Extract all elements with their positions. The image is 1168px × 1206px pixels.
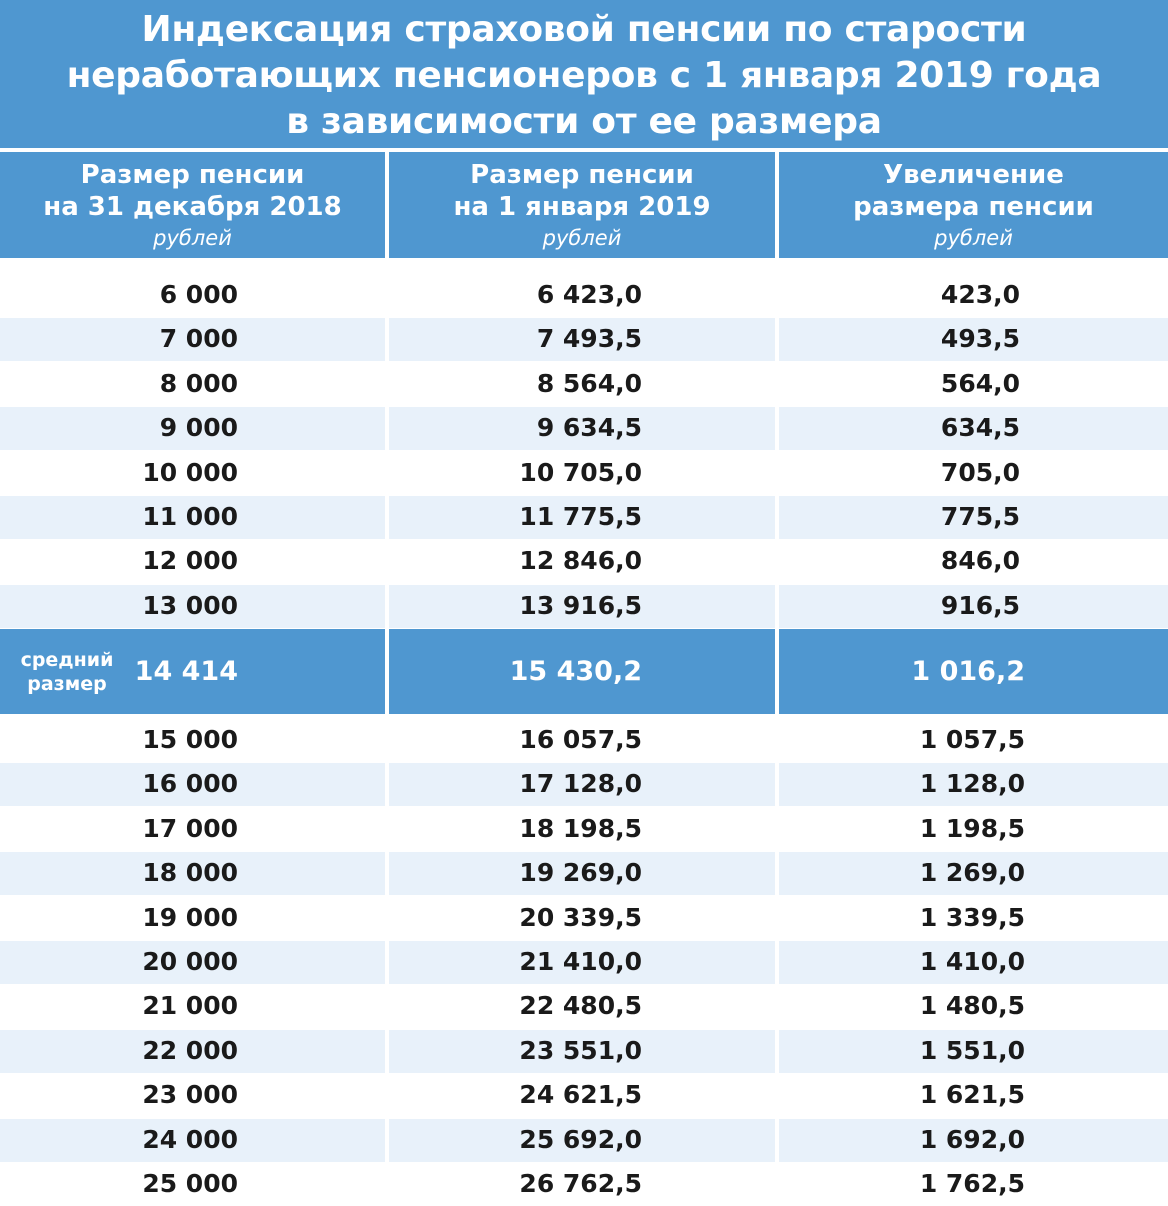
value-after: 21 410,0 (519, 947, 642, 976)
value-before: 9 000 (159, 413, 238, 443)
value-before: 15 000 (142, 725, 238, 754)
value-before: 21 000 (142, 991, 238, 1021)
average-row (0, 629, 1168, 714)
value-before: 24 000 (142, 1124, 238, 1154)
value-after: 6 423,0 (536, 280, 642, 309)
average-value-after: 15 430,2 (509, 656, 642, 687)
value-before: 8 000 (159, 368, 238, 398)
value-increase: 493,5 (940, 324, 1020, 354)
table-row (0, 362, 1168, 406)
value-increase: 1 198,5 (919, 813, 1025, 843)
value-before: 19 000 (142, 902, 238, 932)
title-line-3: в зависимости от ее размера (286, 101, 882, 142)
value-after: 25 692,0 (519, 1124, 642, 1154)
value-increase: 1 057,5 (919, 725, 1025, 754)
average-value-increase: 1 016,2 (911, 656, 1025, 687)
value-after: 20 339,5 (519, 902, 642, 932)
value-after: 10 705,0 (519, 457, 642, 487)
value-increase: 1 551,0 (919, 1035, 1025, 1065)
table-row (0, 495, 1168, 539)
table-row (0, 807, 1168, 851)
column-header-after-line-2: на 1 января 2019 (453, 192, 711, 222)
value-before: 13 000 (142, 590, 238, 620)
value-increase: 634,5 (940, 413, 1020, 443)
value-before: 11 000 (142, 502, 238, 531)
value-increase: 1 339,5 (919, 902, 1025, 932)
value-increase: 1 480,5 (919, 991, 1025, 1021)
value-after: 12 846,0 (519, 546, 642, 576)
value-after: 22 480,5 (519, 991, 642, 1021)
value-increase: 1 410,0 (919, 947, 1025, 976)
value-before: 25 000 (142, 1169, 238, 1198)
value-after: 11 775,5 (519, 502, 642, 531)
value-after: 17 128,0 (519, 769, 642, 799)
table-row (0, 1118, 1168, 1162)
value-increase: 1 621,5 (919, 1080, 1025, 1110)
table-row (0, 584, 1168, 628)
value-before: 18 000 (142, 858, 238, 888)
value-before: 20 000 (142, 947, 238, 976)
table-row (0, 762, 1168, 806)
value-increase: 1 128,0 (919, 769, 1025, 799)
value-after: 7 493,5 (536, 324, 642, 354)
table-row (0, 539, 1168, 583)
table-row (0, 851, 1168, 895)
table-row (0, 1073, 1168, 1117)
table-row (0, 1162, 1168, 1206)
value-increase: 564,0 (940, 368, 1020, 398)
value-before: 10 000 (142, 457, 238, 487)
value-after: 13 916,5 (519, 590, 642, 620)
title-line-1: Индексация страховой пенсии по старости (141, 9, 1027, 50)
value-increase: 916,5 (940, 590, 1020, 620)
table-title (0, 0, 1168, 148)
value-after: 23 551,0 (519, 1035, 642, 1065)
value-before: 23 000 (142, 1080, 238, 1110)
value-after: 24 621,5 (519, 1080, 642, 1110)
table-row (0, 718, 1168, 762)
value-before: 16 000 (142, 769, 238, 799)
average-label-line-1: средний (20, 649, 114, 671)
value-increase: 1 692,0 (919, 1124, 1025, 1154)
value-after: 18 198,5 (519, 813, 642, 843)
column-header-before-line-1: Размер пенсии (80, 160, 305, 190)
value-after: 16 057,5 (519, 725, 642, 754)
table-row (0, 406, 1168, 450)
column-header-increase-unit: рублей (934, 226, 1013, 250)
title-line-2: неработающих пенсионеров с 1 января 2019 года (66, 55, 1102, 96)
value-increase: 846,0 (940, 546, 1020, 576)
table-row (0, 896, 1168, 940)
table-row (0, 451, 1168, 495)
average-value-before: 14 414 (134, 656, 238, 687)
column-header-increase (779, 152, 1168, 258)
table-row (0, 940, 1168, 984)
table-row (0, 984, 1168, 1028)
average-label (12, 648, 122, 696)
value-before: 12 000 (142, 546, 238, 576)
value-after: 8 564,0 (536, 368, 642, 398)
value-increase: 423,0 (940, 280, 1020, 309)
column-header-before-unit: рублей (153, 226, 232, 250)
table-row (0, 1029, 1168, 1073)
average-label-line-2: размер (27, 673, 107, 695)
column-header-after-unit: рублей (542, 226, 622, 250)
column-header-before-line-2: на 31 декабря 2018 (43, 192, 342, 222)
column-header-increase-line-2: размера пенсии (853, 192, 1094, 222)
value-increase: 1 269,0 (919, 858, 1025, 888)
column-header-after-line-1: Размер пенсии (470, 160, 694, 190)
value-before: 6 000 (159, 280, 238, 309)
value-increase: 705,0 (940, 457, 1020, 487)
value-after: 19 269,0 (519, 858, 642, 888)
table-row (0, 273, 1168, 317)
value-increase: 1 762,5 (919, 1169, 1025, 1198)
value-after: 26 762,5 (519, 1169, 642, 1198)
value-before: 7 000 (159, 324, 238, 354)
value-before: 17 000 (142, 813, 238, 843)
column-header-after (389, 152, 775, 258)
column-header-before (0, 152, 385, 258)
value-increase: 775,5 (940, 502, 1020, 531)
value-after: 9 634,5 (536, 413, 642, 443)
value-before: 22 000 (142, 1035, 238, 1065)
table-row (0, 317, 1168, 361)
column-header-increase-line-1: Увеличение (883, 160, 1064, 190)
